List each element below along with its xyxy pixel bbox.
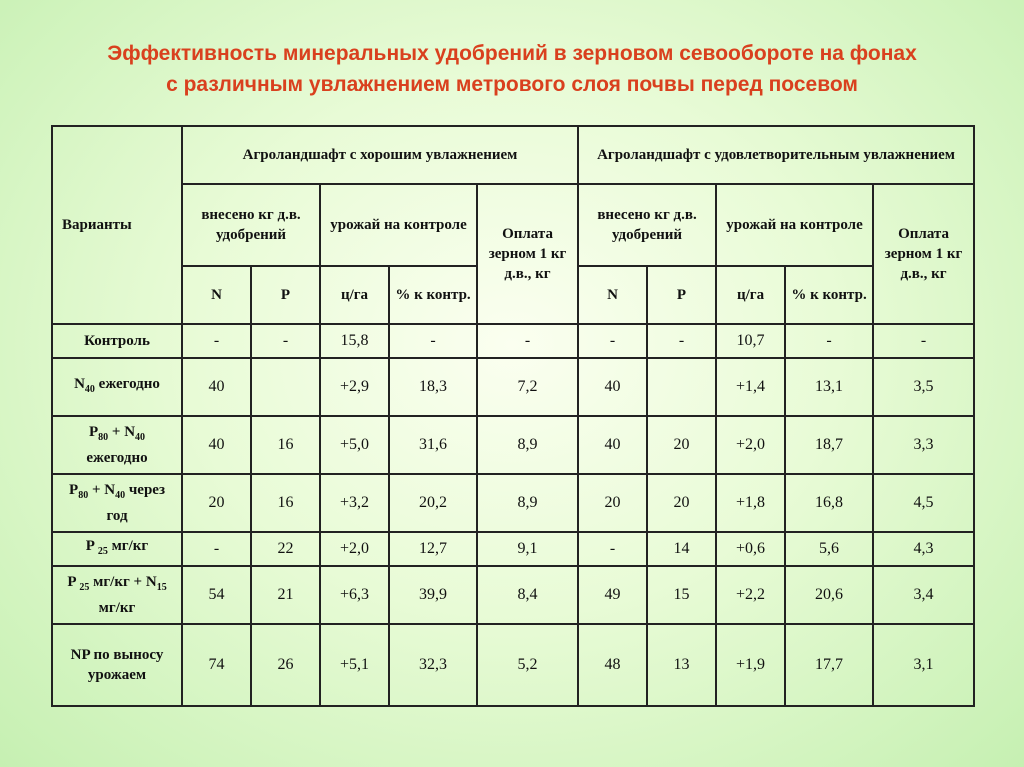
cell-sat-p: 14 bbox=[647, 532, 716, 566]
label-subscript: 40 bbox=[135, 432, 146, 443]
cell-good-cga: +5,0 bbox=[320, 416, 389, 474]
cell-good-n: 20 bbox=[182, 474, 251, 532]
label-subscript: 15 bbox=[156, 582, 167, 593]
cell-sat-payment: 4,5 bbox=[873, 474, 974, 532]
table-row bbox=[52, 566, 974, 624]
cell-sat-n: 40 bbox=[578, 416, 647, 474]
table-row bbox=[52, 474, 974, 532]
group-satisfactory-moisture-header: Агроландшафт с удовлетворительным увлажнением bbox=[578, 126, 974, 184]
label-text: P bbox=[69, 482, 79, 498]
table-body bbox=[52, 126, 974, 706]
label-text: мг/кг bbox=[107, 538, 149, 554]
cell-sat-n: 20 bbox=[578, 474, 647, 532]
yield-header: урожай на контроле bbox=[716, 184, 873, 266]
label-text: мг/кг bbox=[98, 600, 136, 616]
cell-good-p: 26 bbox=[251, 624, 320, 706]
label-text: ежегодно bbox=[94, 376, 160, 392]
label-subscript: 80 bbox=[78, 490, 89, 501]
cell-sat-payment: 3,5 bbox=[873, 358, 974, 416]
cell-good-p: 16 bbox=[251, 474, 320, 532]
header-row-groups bbox=[52, 126, 974, 184]
label-text: N bbox=[74, 376, 85, 392]
title-line-2: с различным увлажнением метрового слоя почвы перед посевом bbox=[166, 73, 858, 96]
cell-good-cga: +6,3 bbox=[320, 566, 389, 624]
cell-sat-pct: 17,7 bbox=[785, 624, 873, 706]
table-row bbox=[52, 358, 974, 416]
label-text: через год bbox=[106, 482, 165, 524]
cell-sat-cga: +1,8 bbox=[716, 474, 785, 532]
page-title bbox=[0, 38, 1024, 100]
title-line-1: Эффективность минеральных удобрений в зерновом севообороте на фонах bbox=[107, 42, 917, 65]
group-good-moisture-header: Агроландшафт с хорошим увлажнением bbox=[182, 126, 578, 184]
label-subscript: 40 bbox=[115, 490, 126, 501]
table-row bbox=[52, 624, 974, 706]
cell-good-pct: 20,2 bbox=[389, 474, 477, 532]
cell-good-p: 16 bbox=[251, 416, 320, 474]
cell-good-pct: 31,6 bbox=[389, 416, 477, 474]
col-p-header: P bbox=[251, 266, 320, 324]
cell-good-cga: +3,2 bbox=[320, 474, 389, 532]
col-pct-header: % к контр. bbox=[389, 266, 477, 324]
cell-sat-payment: 3,1 bbox=[873, 624, 974, 706]
cell-sat-pct: 13,1 bbox=[785, 358, 873, 416]
cell-good-pct: - bbox=[389, 324, 477, 358]
variant-label bbox=[52, 324, 182, 358]
cell-sat-n: 40 bbox=[578, 358, 647, 416]
cell-sat-p: 15 bbox=[647, 566, 716, 624]
table-row bbox=[52, 532, 974, 566]
cell-sat-p: 13 bbox=[647, 624, 716, 706]
label-text: мг/кг + N bbox=[89, 574, 157, 590]
variant-label bbox=[52, 474, 182, 532]
col-p-header: P bbox=[647, 266, 716, 324]
cell-sat-pct: 16,8 bbox=[785, 474, 873, 532]
cell-sat-p: 20 bbox=[647, 416, 716, 474]
variant-label bbox=[52, 358, 182, 416]
label-text: P bbox=[88, 424, 99, 440]
cell-good-n: 74 bbox=[182, 624, 251, 706]
cell-sat-payment: 3,4 bbox=[873, 566, 974, 624]
label-subscript: 25 bbox=[79, 582, 90, 593]
cell-sat-cga: +0,6 bbox=[716, 532, 785, 566]
cell-sat-n: 49 bbox=[578, 566, 647, 624]
cell-sat-cga: +2,0 bbox=[716, 416, 785, 474]
col-cga-header: ц/га bbox=[320, 266, 389, 324]
cell-good-cga: 15,8 bbox=[320, 324, 389, 358]
cell-sat-n: - bbox=[578, 324, 647, 358]
cell-good-pct: 18,3 bbox=[389, 358, 477, 416]
table-row bbox=[52, 416, 974, 474]
cell-sat-pct: 5,6 bbox=[785, 532, 873, 566]
label-subscript: 25 bbox=[97, 546, 108, 557]
variant-label-text: NP по выносу урожаем bbox=[70, 647, 164, 683]
cell-sat-payment: - bbox=[873, 324, 974, 358]
cell-sat-n: 48 bbox=[578, 624, 647, 706]
cell-good-n: 40 bbox=[182, 358, 251, 416]
label-text: + N bbox=[108, 424, 136, 440]
col-pct-header: % к контр. bbox=[785, 266, 873, 324]
cell-good-payment: 7,2 bbox=[477, 358, 578, 416]
cell-good-pct: 32,3 bbox=[389, 624, 477, 706]
cell-good-payment: 8,9 bbox=[477, 416, 578, 474]
variant-label-text: Контроль bbox=[84, 333, 150, 349]
cell-good-p: 22 bbox=[251, 532, 320, 566]
cell-sat-cga: +2,2 bbox=[716, 566, 785, 624]
cell-good-p bbox=[251, 358, 320, 416]
cell-sat-n: - bbox=[578, 532, 647, 566]
cell-good-payment: 8,4 bbox=[477, 566, 578, 624]
variants-header: Варианты bbox=[52, 126, 182, 324]
variant-label bbox=[52, 532, 182, 566]
cell-sat-pct: - bbox=[785, 324, 873, 358]
cell-good-p: 21 bbox=[251, 566, 320, 624]
fertilizer-efficiency-table bbox=[51, 125, 975, 707]
cell-good-payment: - bbox=[477, 324, 578, 358]
label-text: P bbox=[85, 538, 98, 554]
cell-good-pct: 39,9 bbox=[389, 566, 477, 624]
variant-label bbox=[52, 416, 182, 474]
cell-good-payment: 9,1 bbox=[477, 532, 578, 566]
cell-sat-payment: 3,3 bbox=[873, 416, 974, 474]
col-n-header: N bbox=[578, 266, 647, 324]
cell-good-cga: +5,1 bbox=[320, 624, 389, 706]
applied-header: внесено кг д.в. удобрений bbox=[578, 184, 716, 266]
cell-good-cga: +2,9 bbox=[320, 358, 389, 416]
variant-label bbox=[52, 624, 182, 706]
applied-header: внесено кг д.в. удобрений bbox=[182, 184, 320, 266]
label-subscript: 40 bbox=[84, 384, 95, 395]
yield-header: урожай на контроле bbox=[320, 184, 477, 266]
label-text: + N bbox=[88, 482, 116, 498]
cell-sat-p: 20 bbox=[647, 474, 716, 532]
header-row-subgroups bbox=[52, 184, 974, 266]
cell-good-n: 54 bbox=[182, 566, 251, 624]
cell-good-payment: 8,9 bbox=[477, 474, 578, 532]
label-text: P bbox=[67, 574, 80, 590]
cell-good-n: - bbox=[182, 324, 251, 358]
cell-sat-payment: 4,3 bbox=[873, 532, 974, 566]
payment-header: Оплата зерном 1 кг д.в., кг bbox=[477, 184, 578, 324]
table-row bbox=[52, 324, 974, 358]
label-text: ежегодно bbox=[86, 450, 148, 466]
cell-sat-p: - bbox=[647, 324, 716, 358]
cell-good-cga: +2,0 bbox=[320, 532, 389, 566]
label-subscript: 80 bbox=[98, 432, 109, 443]
cell-good-pct: 12,7 bbox=[389, 532, 477, 566]
variant-label bbox=[52, 566, 182, 624]
col-cga-header: ц/га bbox=[716, 266, 785, 324]
cell-sat-pct: 20,6 bbox=[785, 566, 873, 624]
cell-sat-cga: 10,7 bbox=[716, 324, 785, 358]
cell-sat-cga: +1,4 bbox=[716, 358, 785, 416]
cell-good-n: - bbox=[182, 532, 251, 566]
cell-good-payment: 5,2 bbox=[477, 624, 578, 706]
cell-good-p: - bbox=[251, 324, 320, 358]
cell-sat-cga: +1,9 bbox=[716, 624, 785, 706]
col-n-header: N bbox=[182, 266, 251, 324]
cell-sat-p bbox=[647, 358, 716, 416]
payment-header: Оплата зерном 1 кг д.в., кг bbox=[873, 184, 974, 324]
cell-sat-pct: 18,7 bbox=[785, 416, 873, 474]
cell-good-n: 40 bbox=[182, 416, 251, 474]
